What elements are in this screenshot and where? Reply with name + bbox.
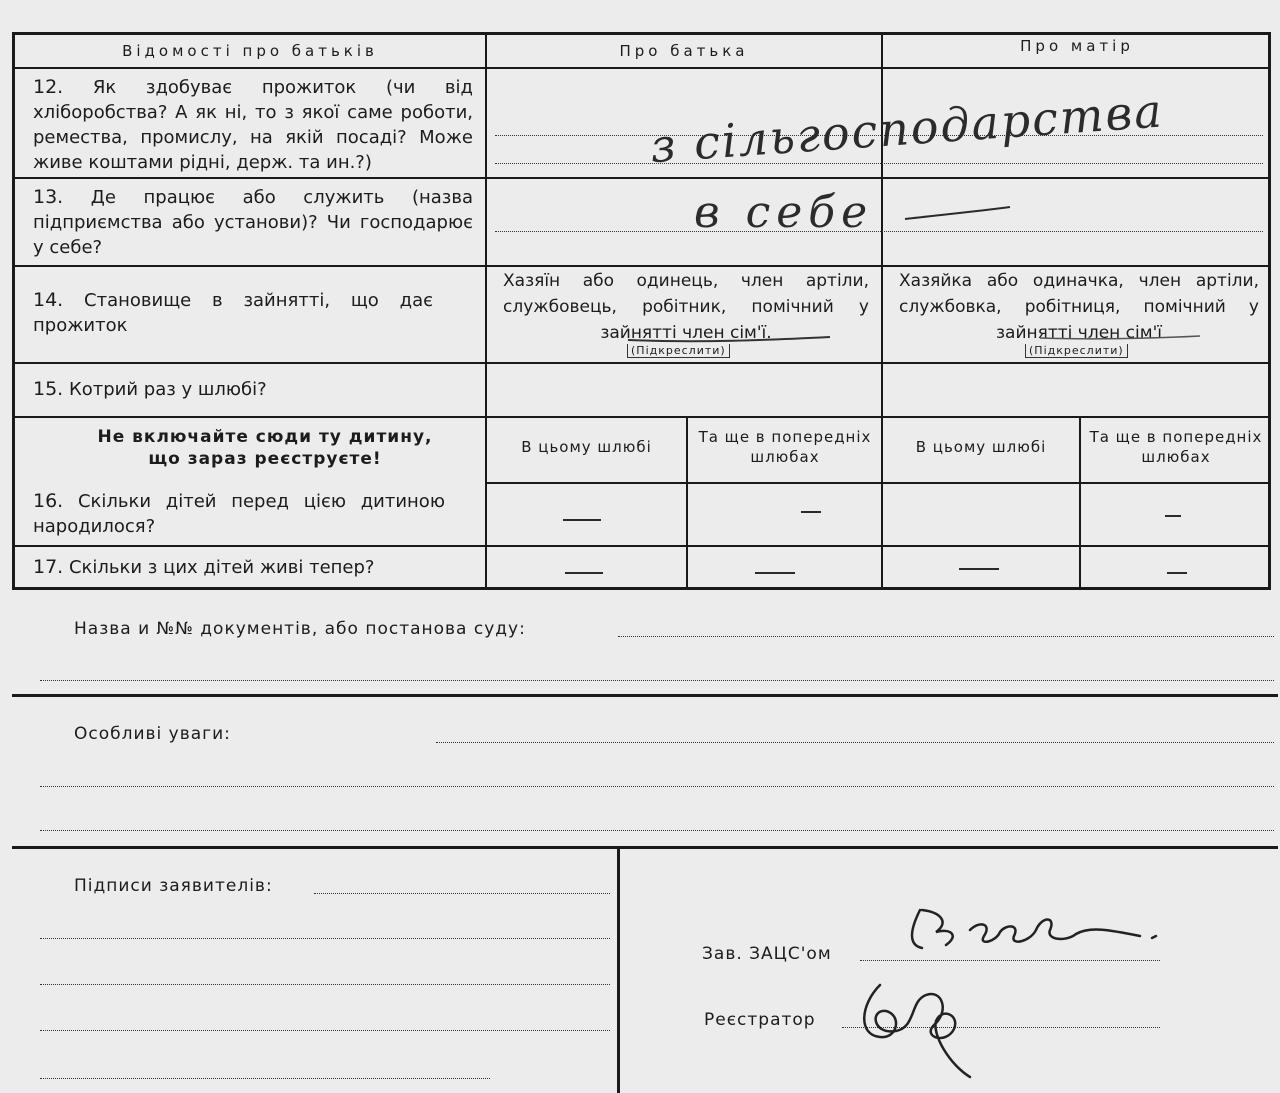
signatures-label: Підписи заявителів: — [74, 876, 273, 896]
q17-mother-prev-dash — [1167, 572, 1187, 574]
q16-mother-prev-dash — [1165, 515, 1181, 517]
remarks-line-3 — [40, 830, 1274, 831]
signatures-line-5 — [40, 1078, 490, 1079]
father-occupation-options: Хазяїн або одинець, член артіли, службовець, робітник, помічний у зайнятті член сім'ї. — [503, 271, 869, 343]
question-14-text: Становище в зайнятті, що дає прожиток — [33, 290, 433, 336]
q16-father-this-dash — [563, 519, 601, 521]
question-12 — [33, 75, 473, 175]
signatures-line-4 — [40, 1030, 610, 1031]
q16-father-prev-dash — [801, 511, 821, 513]
note-exclude-child: Не включайте сюди ту дитину, що зараз реєструєте! — [97, 427, 433, 469]
signatures-line-2 — [40, 938, 610, 939]
remarks-label: Особливі уваги: — [74, 724, 231, 744]
head-signature-line — [860, 960, 1160, 961]
father-this-marriage-header: В цьому шлюбі — [521, 438, 652, 456]
mother-previous-marriages-header: Та ще в попередніх шлюбах — [1089, 428, 1263, 466]
handwriting-q13-text: в себе — [694, 187, 874, 238]
q17-father-prev-dash — [755, 572, 795, 574]
answer-13-line-1 — [495, 231, 1263, 232]
q17-father-this-dash — [565, 572, 603, 574]
mother-occupation-options: Хазяйка або одиначка, член артіли, службовка, робітниця, помічний у зайнятті член сім'ї — [899, 271, 1259, 343]
documents-line-2 — [40, 680, 1274, 681]
answer-12-line-2 — [495, 163, 1263, 164]
registrar-label: Реєстратор — [704, 1010, 816, 1030]
q17-mother-this-dash — [959, 568, 999, 570]
handwriting-q12-text: з сільгосподарства — [648, 83, 1166, 174]
head-label: Зав. ЗАЦС'ом — [702, 944, 832, 964]
question-15-text: Котрий раз у шлюбі? — [68, 379, 267, 400]
row-divider-13 — [15, 265, 1268, 267]
header-mother: Про матір — [1020, 37, 1134, 55]
question-16 — [33, 489, 445, 539]
header-info: Відомості про батьків — [122, 42, 378, 60]
row-divider-15 — [15, 416, 1268, 418]
father-underline-hint: (Підкреслити) — [627, 344, 730, 358]
registrar-signature-line — [842, 1027, 1160, 1028]
question-12-number: 12. — [33, 76, 64, 98]
documents-label: Назва и №№ документів, або постанова суду: — [74, 619, 526, 639]
mother-this-marriage-header: В цьому шлюбі — [915, 438, 1047, 456]
question-13 — [33, 185, 473, 260]
signatures-line-3 — [40, 984, 610, 985]
question-13-text: Де працює або служить (назва підприємства або установи)? Чи господарює у себе? — [33, 187, 473, 258]
signature-section-divider — [617, 849, 620, 1093]
row-divider-header — [15, 67, 1268, 69]
question-12-text: Як здобуває прожиток (чи від хліборобства? А як ні, то з якої саме роботи, ремества, промислу, на якій посаді? Може живе коштами рідні, держ. та ин.?) — [33, 77, 473, 173]
registrar-signature — [850, 965, 1030, 1093]
header-father: Про батька — [619, 42, 749, 60]
question-16-text: Скільки дітей перед цією дитиною народилося? — [33, 491, 445, 537]
question-17-text: Скільки з цих дітей живі тепер? — [68, 557, 375, 578]
head-signature — [880, 890, 1200, 980]
remarks-line-1 — [436, 742, 1274, 743]
father-previous-marriages-header: Та ще в попередніх шлюбах — [698, 428, 872, 466]
row-divider-16 — [15, 545, 1268, 547]
divider-mother-sub — [1079, 418, 1081, 587]
mother-underline-hint: (Підкреслити) — [1025, 344, 1128, 358]
question-14 — [33, 288, 433, 338]
remarks-line-2 — [40, 786, 1274, 787]
question-16-number: 16. — [33, 490, 64, 512]
divider-documents — [12, 694, 1278, 697]
question-17-number: 17. — [33, 556, 64, 578]
question-17 — [33, 555, 473, 580]
divider-father-sub — [686, 418, 688, 587]
signatures-line-1 — [314, 893, 610, 894]
answer-12-line-1 — [495, 135, 1263, 136]
divider-col-1 — [485, 35, 487, 587]
row-divider-subheader — [485, 482, 1268, 484]
documents-line-1 — [618, 636, 1274, 637]
question-15-number: 15. — [33, 378, 64, 400]
question-13-number: 13. — [33, 186, 64, 208]
parents-info-table — [12, 32, 1271, 590]
divider-remarks — [12, 846, 1278, 849]
divider-col-2 — [881, 35, 883, 587]
question-15 — [33, 377, 473, 402]
row-divider-12 — [15, 177, 1268, 179]
question-14-number: 14. — [33, 289, 64, 311]
row-divider-14 — [15, 362, 1268, 364]
